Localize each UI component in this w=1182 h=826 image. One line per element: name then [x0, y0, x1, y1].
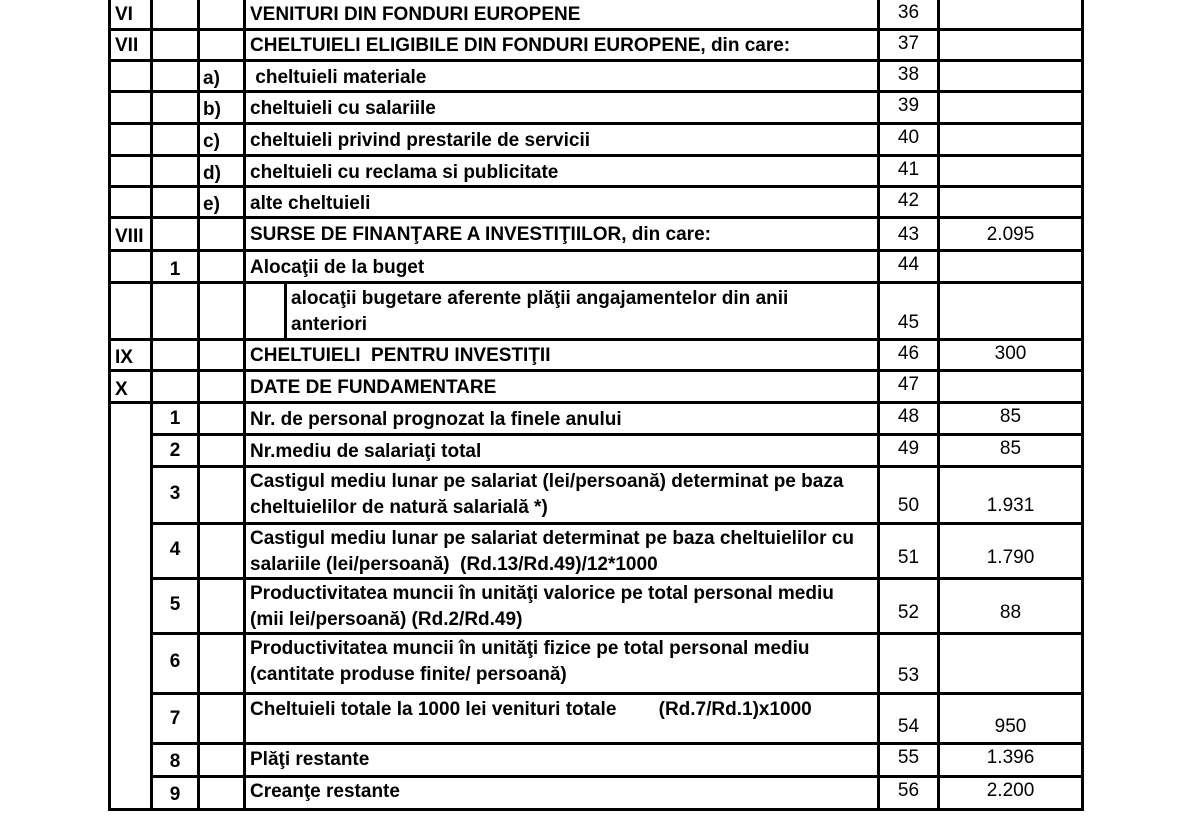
rd-cell: 37: [880, 31, 940, 59]
nr-cell: 3: [153, 468, 200, 522]
roman-cell: [108, 157, 153, 185]
rd-cell: 41: [880, 157, 940, 185]
description-cell: cheltuieli cu reclama si publicitate: [246, 157, 880, 185]
nr-cell: 7: [153, 695, 200, 742]
description-cell: Nr.mediu de salariaţi total: [246, 436, 880, 465]
description-cell: CHELTUIELI PENTRU INVESTIŢII: [246, 341, 880, 369]
value-cell: 88: [940, 580, 1084, 632]
table-row: [108, 31, 1084, 62]
merged-roman-cell: [108, 404, 153, 811]
rd-cell: 48: [880, 404, 940, 433]
description-cell: CHELTUIELI ELIGIBILE DIN FONDURI EUROPENE, din care:: [246, 31, 880, 59]
rd-cell: 55: [880, 745, 940, 775]
value-cell: 1.396: [940, 745, 1084, 775]
description-cell: cheltuieli cu salariile: [246, 93, 880, 122]
nr-cell: [153, 62, 200, 90]
rd-cell: 42: [880, 188, 940, 216]
description-cell: Productivitatea muncii în unităţi valorice pe total personal mediu (mii lei/persoană) (Rd.2/Rd.49): [246, 580, 880, 632]
letter-cell: [200, 468, 246, 522]
roman-cell: [108, 252, 153, 281]
value-cell: 85: [940, 436, 1084, 465]
letter-cell: [200, 252, 246, 281]
value-cell: [940, 125, 1084, 154]
value-cell: 950: [940, 695, 1084, 742]
letter-cell: [200, 778, 246, 808]
value-cell: 1.931: [940, 468, 1084, 522]
rd-cell: 38: [880, 62, 940, 90]
rd-cell: 40: [880, 125, 940, 154]
table-row: [153, 404, 1084, 436]
table-row: [108, 157, 1084, 188]
description-cell: Castigul mediu lunar pe salariat (lei/persoană) determinat pe baza cheltuielilor de natură salarială *): [246, 468, 880, 522]
letter-cell: [200, 436, 246, 465]
letter-cell: [200, 635, 246, 692]
nr-cell: [153, 372, 200, 401]
rd-cell: 47: [880, 372, 940, 401]
nr-cell: 4: [153, 525, 200, 577]
letter-cell: [200, 404, 246, 433]
rd-cell: 52: [880, 580, 940, 632]
letter-cell: a): [200, 62, 246, 90]
letter-cell: [200, 219, 246, 249]
letter-cell: d): [200, 157, 246, 185]
roman-cell: IX: [108, 341, 153, 369]
table-row: [108, 252, 1084, 284]
nr-cell: 8: [153, 745, 200, 775]
value-cell: [940, 62, 1084, 90]
roman-cell: [108, 188, 153, 216]
roman-cell: VIII: [108, 219, 153, 249]
value-cell: [940, 157, 1084, 185]
letter-cell: [200, 695, 246, 742]
rd-cell: 36: [880, 0, 940, 28]
nr-cell: 1: [153, 404, 200, 433]
rd-cell: 49: [880, 436, 940, 465]
value-cell: 85: [940, 404, 1084, 433]
roman-cell: X: [108, 372, 153, 401]
description-cell: VENITURI DIN FONDURI EUROPENE: [246, 0, 880, 28]
description-cell: alocaţii bugetare aferente plăţii angajamentelor din anii anteriori: [284, 284, 831, 338]
value-cell: [940, 284, 1084, 338]
rd-cell: 44: [880, 252, 940, 281]
table-row: [108, 219, 1084, 252]
value-cell: [940, 635, 1084, 692]
table-row: [108, 62, 1084, 93]
table-row: [153, 525, 1084, 580]
rd-cell: 54: [880, 695, 940, 742]
value-cell: 300: [940, 341, 1084, 369]
description-cell: Cheltuieli totale la 1000 lei venituri totale (Rd.7/Rd.1)x1000: [246, 695, 880, 742]
description-cell: SURSE DE FINANŢARE A INVESTIŢIILOR, din care:: [246, 219, 880, 249]
table-row: [108, 0, 1084, 31]
roman-cell: [108, 93, 153, 122]
nr-cell: [153, 0, 200, 28]
value-cell: 2.200: [940, 778, 1084, 808]
table-row: [108, 188, 1084, 219]
letter-cell: [200, 341, 246, 369]
value-cell: [940, 31, 1084, 59]
description-cell: Alocaţii de la buget: [246, 252, 880, 281]
value-cell: [940, 252, 1084, 281]
letter-cell: [200, 0, 246, 28]
value-cell: [940, 0, 1084, 28]
description-cell: DATE DE FUNDAMENTARE: [246, 372, 880, 401]
table-row: [108, 341, 1084, 372]
nr-cell: 2: [153, 436, 200, 465]
roman-cell: [108, 62, 153, 90]
value-cell: [940, 372, 1084, 401]
nr-cell: 1: [153, 252, 200, 281]
nr-cell: [153, 188, 200, 216]
letter-cell: [200, 372, 246, 401]
nr-cell: [153, 31, 200, 59]
table-row: [108, 93, 1084, 125]
table-row: [108, 284, 1084, 341]
description-cell: Castigul mediu lunar pe salariat determinat pe baza cheltuielilor cu salariile (lei/persoană) (Rd.13/Rd.49)/12*1000: [246, 525, 880, 577]
description-cell: alte cheltuieli: [246, 188, 880, 216]
table-row: [108, 372, 1084, 404]
value-cell: [940, 93, 1084, 122]
nr-cell: [153, 125, 200, 154]
letter-cell: b): [200, 93, 246, 122]
letter-cell: [200, 580, 246, 632]
value-cell: [940, 188, 1084, 216]
description-cell: Plăţi restante: [246, 745, 880, 775]
table-row: [153, 436, 1084, 468]
nr-cell: [153, 341, 200, 369]
rd-cell: 51: [880, 525, 940, 577]
description-cell: Creanţe restante: [246, 778, 880, 808]
table-row: [153, 695, 1084, 745]
rd-cell: 39: [880, 93, 940, 122]
table-row: [153, 745, 1084, 778]
nr-cell: [153, 93, 200, 122]
description-cell: Productivitatea muncii în unităţi fizice pe total personal mediu (cantitate produse finite/ persoană): [246, 635, 880, 692]
table-row: [153, 635, 1084, 695]
nr-cell: [153, 219, 200, 249]
table-row: [108, 125, 1084, 157]
description-cell: Nr. de personal prognozat la finele anului: [246, 404, 880, 433]
roman-cell: [108, 284, 153, 338]
nr-cell: 6: [153, 635, 200, 692]
letter-cell: e): [200, 188, 246, 216]
letter-cell: [200, 525, 246, 577]
letter-cell: [200, 745, 246, 775]
description-cell: cheltuieli materiale: [246, 62, 880, 90]
rd-cell: 53: [880, 635, 940, 692]
table-row: [153, 778, 1084, 808]
value-cell: 2.095: [940, 219, 1084, 249]
description-cell: cheltuieli privind prestarile de servicii: [246, 125, 880, 154]
budget-table: [108, 0, 1084, 811]
table-row: [153, 580, 1084, 635]
nr-cell: [153, 284, 200, 338]
rd-cell: 43: [880, 219, 940, 249]
roman-cell: VI: [108, 0, 153, 28]
nr-cell: [153, 157, 200, 185]
rd-cell: 56: [880, 778, 940, 808]
description-cell-container: [246, 284, 880, 338]
rd-cell: 46: [880, 341, 940, 369]
rd-cell: 50: [880, 468, 940, 522]
roman-cell: [108, 125, 153, 154]
roman-cell: VII: [108, 31, 153, 59]
value-cell: 1.790: [940, 525, 1084, 577]
nr-cell: 5: [153, 580, 200, 632]
letter-cell: c): [200, 125, 246, 154]
letter-cell: [200, 284, 246, 338]
table-row: [153, 468, 1084, 525]
nr-cell: 9: [153, 778, 200, 808]
letter-cell: [200, 31, 246, 59]
rd-cell: 45: [880, 284, 940, 338]
